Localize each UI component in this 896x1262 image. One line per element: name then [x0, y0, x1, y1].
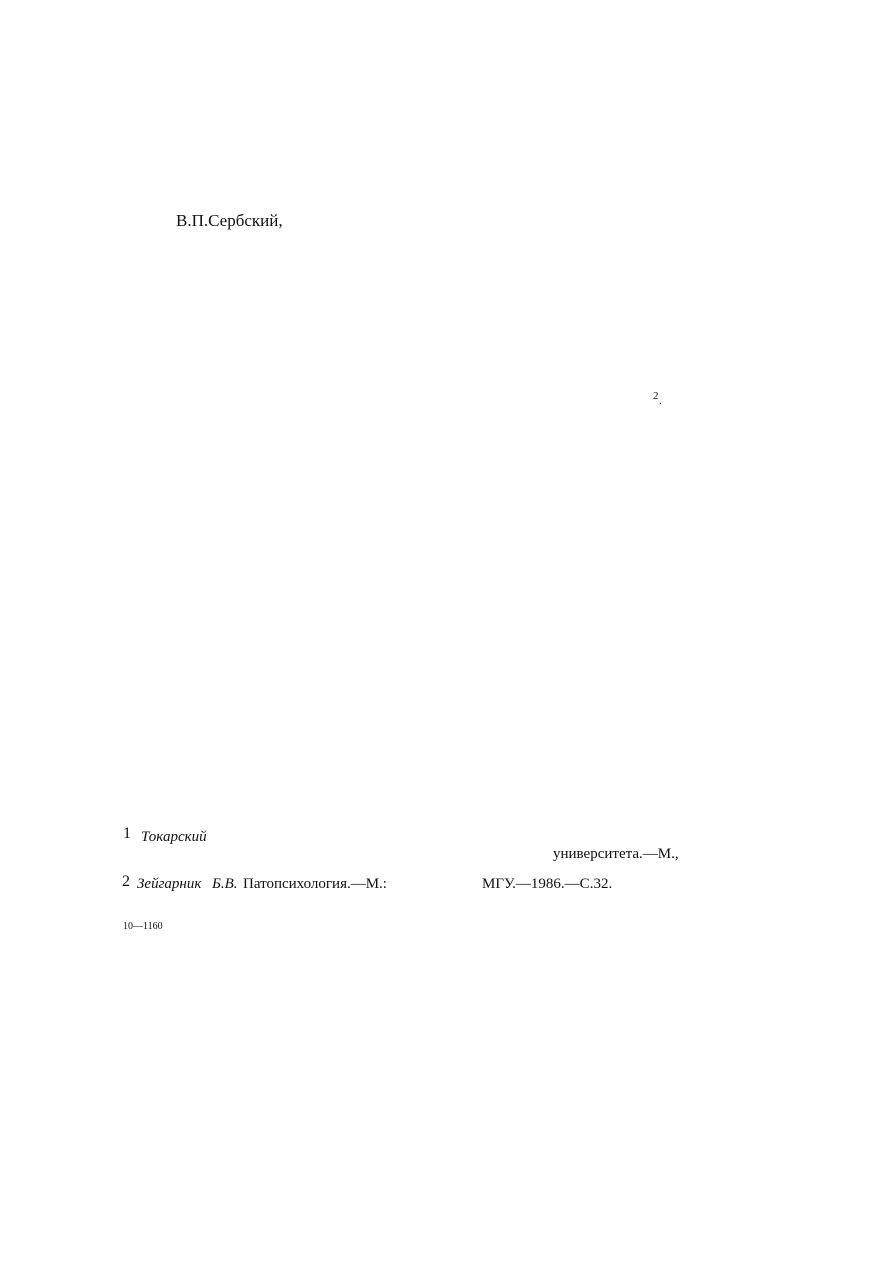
footnote-title: Патопсихология.—М.: [243, 876, 387, 892]
footnote-continuation: университета.—М., [553, 846, 679, 862]
footnote-reference-number: 2 [653, 390, 659, 402]
footnote-author: Зейгарник [137, 876, 202, 892]
footnote-number: 2 [122, 873, 130, 890]
footnote-initials: Б.В. [212, 876, 238, 892]
footnote-publisher: МГУ.—1986.—С.32. [482, 876, 613, 892]
author-name: В.П.Сербский, [176, 211, 283, 230]
footnote-reference-period: . [659, 395, 662, 407]
footnote-author: Токарский [141, 829, 207, 845]
footnote-number: 1 [123, 825, 131, 842]
printer-signature-mark: 10—1160 [123, 921, 163, 932]
